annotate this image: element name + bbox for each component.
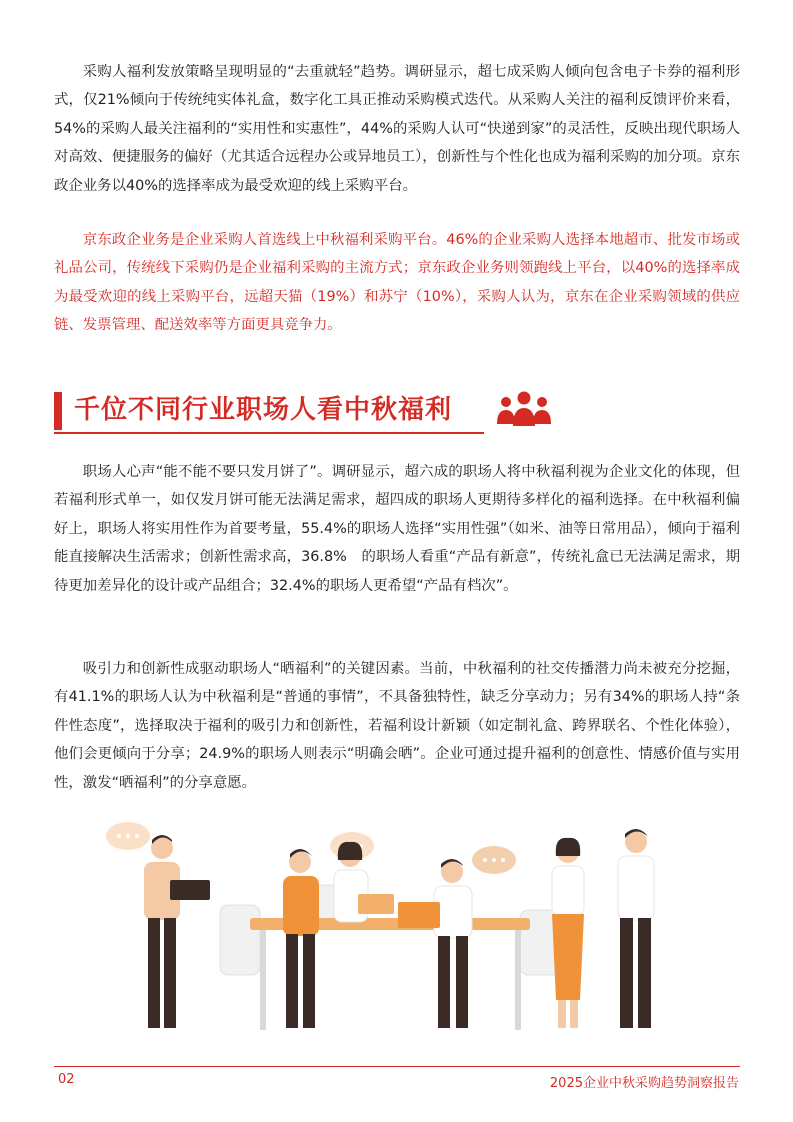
paragraph-jd-platform: 京东政企业务是企业采购人首选线上中秋福利采购平台。46%的企业采购人选择本地超市、批发市场或礼品公司，传统线下采购仍是企业福利采购的主流方式；京东政企业务则领跑线上平台，以40%的选择率成为最受欢迎的线上采购平台，远超天猫（19%）和苏宁（10%），采购人认为，京东在企业采购领域的供应链、发票管理、配送效率等方面更具竞争力。	[54, 232, 740, 334]
footer-divider	[54, 1066, 740, 1067]
paragraph-sharing-drivers: 吸引力和创新性成驱动职场人“晒福利”的关键因素。当前，中秋福利的社交传播潜力尚未被充分挖掘，有41.1%的职场人认为中秋福利是“普通的事情”，不具备独特性，缺乏分享动力；另有34%的职场人持“条件性态度”，选择取决于福利的吸引力和创新性，若福利设计新颖（如定制礼盒、跨界联名、个性化体验），他们会更倾向于分享；24.9%的职场人则表示“明确会晒”。企业可通过提升福利的创意性、情感价值与实用性，激发“晒福利”的分享意愿。	[54, 661, 740, 791]
paragraph-procurement-strategy: 采购人福利发放策略呈现明显的“去重就轻”趋势。调研显示，超七成采购人倾向包含电子卡券的福利形式，仅21%倾向于传统纯实体礼盒，数字化工具正推动采购模式迭代。从采购人关注的福利反馈评价来看，54%的采购人最关注福利的“实用性和实惠性”，44%的采购人认可“快递到家”的灵活性，反映出现代职场人对高效、便捷服务的偏好（尤其适合远程办公或异地员工），创新性与个性化也成为福利采购的加分项。京东政企业务以40%的选择率成为最受欢迎的线上采购平台。	[54, 64, 740, 194]
speech-bubble-left-icon	[106, 822, 150, 850]
people-group-icon	[494, 386, 554, 432]
person-seated-man-laptop	[398, 859, 472, 1028]
section-heading	[54, 386, 540, 434]
person-standing-woman	[552, 838, 584, 1028]
page-number: 02	[58, 1072, 75, 1087]
section-title: 千位不同行业职场人看中秋福利	[74, 395, 453, 425]
paragraph-employee-voice: 职场人心声“能不能不要只发月饼了”。调研显示，超六成的职场人将中秋福利视为企业文化的体现，但若福利形式单一，如仅发月饼可能无法满足需求，超四成的职场人更期待多样化的福利选择。在中秋福利偏好上，职场人将实用性作为首要考量，55.4%的职场人选择“实用性强”（如米、油等日常用品），倾向于福利能直接解决生活需求；创新性需求高，36.8% 的职场人看重“产品有新意”，传统礼盒已无法满足需求，期待更加差异化的设计或产品组合；32.4%的职场人更希望“产品有档次”。	[54, 464, 740, 594]
report-title: 2025企业中秋采购趋势洞察报告	[549, 1076, 739, 1091]
heading-accent-bar	[54, 392, 62, 430]
person-standing-man	[618, 829, 654, 1028]
heading-underline	[54, 432, 484, 434]
speech-bubble-right-icon	[472, 846, 516, 874]
person-standing-laptop	[144, 835, 210, 1028]
office-meeting-illustration	[100, 810, 700, 1050]
person-orange-shirt	[283, 849, 319, 1028]
